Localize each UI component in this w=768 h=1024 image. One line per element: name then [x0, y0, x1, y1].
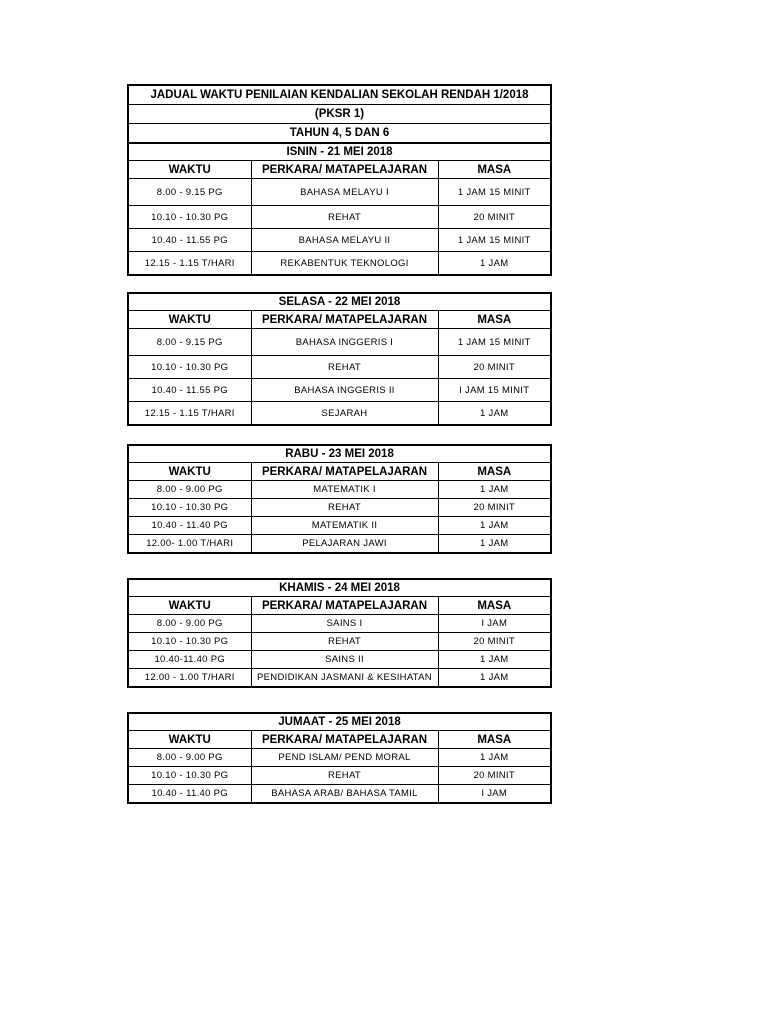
column-header-masa: MASA — [438, 731, 551, 749]
cell-waktu: 10.40 - 11.55 PG — [128, 229, 251, 252]
table-row — [128, 252, 551, 276]
cell-masa: 20 MINIT — [438, 206, 551, 229]
cell-waktu: 10.10 - 10.30 PG — [128, 633, 251, 651]
table-row — [128, 206, 551, 229]
cell-masa: I JAM — [438, 785, 551, 804]
cell-masa: 1 JAM — [438, 669, 551, 688]
column-header-masa: MASA — [438, 463, 551, 481]
cell-waktu: 8.00 - 9.00 PG — [128, 481, 251, 499]
cell-waktu: 8.00 - 9.00 PG — [128, 615, 251, 633]
timetable-khamis — [127, 578, 552, 688]
day-title: RABU - 23 MEI 2018 — [128, 445, 551, 463]
document-title: JADUAL WAKTU PENILAIAN KENDALIAN SEKOLAH RENDAH 1/2018 — [128, 85, 551, 105]
cell-masa: 20 MINIT — [438, 767, 551, 785]
table-row — [128, 749, 551, 767]
cell-perkara: PENDIDIKAN JASMANI & KESIHATAN — [251, 669, 438, 688]
cell-masa: 1 JAM — [438, 402, 551, 426]
cell-perkara: MATEMATIK II — [251, 517, 438, 535]
cell-masa: I JAM 15 MINIT — [438, 379, 551, 402]
cell-waktu: 10.40 - 11.40 PG — [128, 517, 251, 535]
cell-masa: 1 JAM 15 MINIT — [438, 329, 551, 356]
cell-masa: 20 MINIT — [438, 356, 551, 379]
cell-waktu: 10.10 - 10.30 PG — [128, 206, 251, 229]
timetable-selasa — [127, 292, 552, 426]
cell-perkara: PEND ISLAM/ PEND MORAL — [251, 749, 438, 767]
column-header-perkara: PERKARA/ MATAPELAJARAN — [251, 463, 438, 481]
timetable-isnin — [127, 84, 552, 276]
cell-waktu: 10.10 - 10.30 PG — [128, 767, 251, 785]
cell-waktu: 12.15 - 1.15 T/HARI — [128, 252, 251, 276]
cell-masa: 1 JAM — [438, 481, 551, 499]
cell-perkara: REHAT — [251, 633, 438, 651]
cell-perkara: PELAJARAN JAWI — [251, 535, 438, 554]
column-header-waktu: WAKTU — [128, 161, 251, 179]
column-header-waktu: WAKTU — [128, 311, 251, 329]
table-row — [128, 669, 551, 688]
cell-perkara: SEJARAH — [251, 402, 438, 426]
cell-masa: 1 JAM — [438, 252, 551, 276]
column-header-waktu: WAKTU — [128, 597, 251, 615]
table-row — [128, 651, 551, 669]
document-subtitle: (PKSR 1) — [128, 105, 551, 124]
cell-masa: 1 JAM 15 MINIT — [438, 229, 551, 252]
column-header-waktu: WAKTU — [128, 731, 251, 749]
column-header-masa: MASA — [438, 161, 551, 179]
column-header-perkara: PERKARA/ MATAPELAJARAN — [251, 161, 438, 179]
cell-waktu: 12.15 - 1.15 T/HARI — [128, 402, 251, 426]
cell-masa: 20 MINIT — [438, 499, 551, 517]
cell-masa: 20 MINIT — [438, 633, 551, 651]
cell-perkara: BAHASA INGGERIS II — [251, 379, 438, 402]
cell-masa: 1 JAM — [438, 651, 551, 669]
cell-perkara: MATEMATIK I — [251, 481, 438, 499]
table-row — [128, 402, 551, 426]
document-year-levels: TAHUN 4, 5 DAN 6 — [128, 124, 551, 144]
cell-masa: 1 JAM — [438, 535, 551, 554]
table-row — [128, 379, 551, 402]
cell-perkara: REHAT — [251, 499, 438, 517]
table-row — [128, 535, 551, 554]
day-title: KHAMIS - 24 MEI 2018 — [128, 579, 551, 597]
cell-perkara: REKABENTUK TEKNOLOGI — [251, 252, 438, 276]
cell-masa: 1 JAM 15 MINIT — [438, 179, 551, 206]
cell-waktu: 12.00 - 1.00 T/HARI — [128, 669, 251, 688]
cell-waktu: 8.00 - 9.15 PG — [128, 329, 251, 356]
cell-perkara: BAHASA MELAYU I — [251, 179, 438, 206]
column-header-perkara: PERKARA/ MATAPELAJARAN — [251, 597, 438, 615]
column-header-perkara: PERKARA/ MATAPELAJARAN — [251, 311, 438, 329]
day-title: SELASA - 22 MEI 2018 — [128, 293, 551, 311]
cell-perkara: BAHASA INGGERIS I — [251, 329, 438, 356]
cell-waktu: 10.40 - 11.40 PG — [128, 785, 251, 804]
cell-perkara: REHAT — [251, 356, 438, 379]
table-row — [128, 517, 551, 535]
cell-waktu: 10.40 - 11.55 PG — [128, 379, 251, 402]
day-title: JUMAAT - 25 MEI 2018 — [128, 713, 551, 731]
timetable-rabu — [127, 444, 552, 554]
cell-masa: 1 JAM — [438, 517, 551, 535]
cell-waktu: 12.00- 1.00 T/HARI — [128, 535, 251, 554]
table-row — [128, 481, 551, 499]
table-row — [128, 785, 551, 804]
table-row — [128, 329, 551, 356]
column-header-perkara: PERKARA/ MATAPELAJARAN — [251, 731, 438, 749]
column-header-masa: MASA — [438, 597, 551, 615]
table-row — [128, 499, 551, 517]
cell-waktu: 8.00 - 9.15 PG — [128, 179, 251, 206]
cell-masa: I JAM — [438, 615, 551, 633]
cell-waktu: 10.40-11.40 PG — [128, 651, 251, 669]
cell-perkara: BAHASA MELAYU II — [251, 229, 438, 252]
cell-perkara: BAHASA ARAB/ BAHASA TAMIL — [251, 785, 438, 804]
cell-waktu: 10.10 - 10.30 PG — [128, 499, 251, 517]
cell-perkara: SAINS I — [251, 615, 438, 633]
cell-waktu: 8.00 - 9.00 PG — [128, 749, 251, 767]
cell-perkara: REHAT — [251, 767, 438, 785]
column-header-masa: MASA — [438, 311, 551, 329]
table-row — [128, 356, 551, 379]
table-row — [128, 633, 551, 651]
cell-masa: 1 JAM — [438, 749, 551, 767]
column-header-waktu: WAKTU — [128, 463, 251, 481]
timetable-jumaat — [127, 712, 552, 804]
day-title: ISNIN - 21 MEI 2018 — [128, 143, 551, 161]
table-row — [128, 229, 551, 252]
cell-perkara: SAINS II — [251, 651, 438, 669]
cell-waktu: 10.10 - 10.30 PG — [128, 356, 251, 379]
table-row — [128, 767, 551, 785]
table-row — [128, 179, 551, 206]
cell-perkara: REHAT — [251, 206, 438, 229]
table-row — [128, 615, 551, 633]
